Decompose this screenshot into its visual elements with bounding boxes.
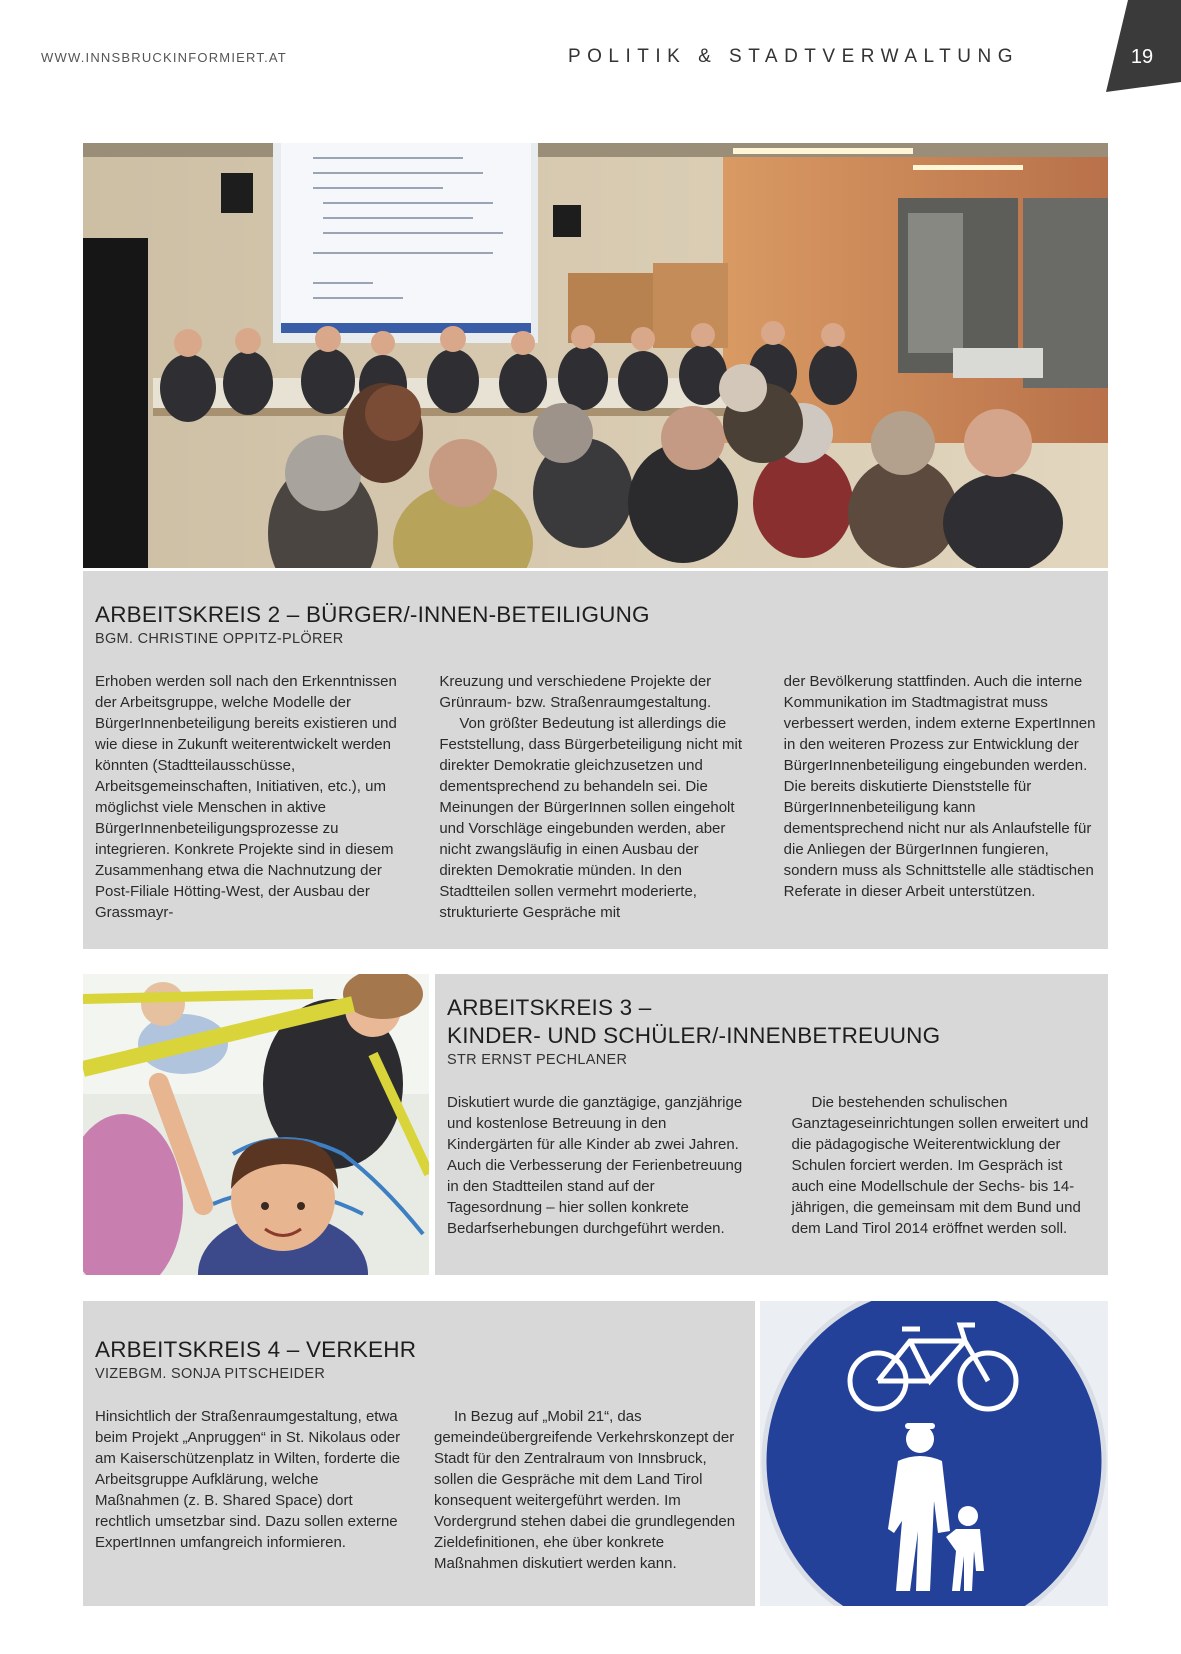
ak4-title: ARBEITSKREIS 4 – VERKEHR [95,1337,417,1362]
website-url: WWW.INNSBRUCKINFORMIERT.AT [41,50,287,65]
ak2-column-3 [784,671,1096,923]
ak2-column-1 [95,671,407,923]
ak3-paragraph: Die bestehenden schulischen Ganztageseinrichtungen sollen erweitert und die pädagogische Weiterentwicklung der Schulen forciert werden. Im Gespräch ist auch eine Modellschule der Sechs- bis 14-jährigen, die gemeinsam mit dem Bund und dem Land Tirol 2014 eröffnet werden soll. [791,1094,1089,1237]
ak2-column-2 [439,671,751,923]
ak2-paragraph: Von größter Bedeutung ist allerdings die Feststellung, dass Bürgerbeteiligung nicht mit direkter Demokratie gleichzusetzen und dementsprechend zu behandeln sei. Die Meinungen der BürgerInnen sollen eingeholt und Vorschläge eingebunden werden, aber nicht zwangsläufig in einen Ausbau der direkten Demokratie münden. In den Stadtteilen sollen vermehrt moderierte, strukturierte Gespräche mit [439,715,742,921]
ak2-paragraph: Kreuzung und verschiedene Projekte der Grünraum- bzw. Straßenraumgestaltung. [439,673,712,711]
section-title: POLITIK & STADTVERWALTUNG [567,46,1019,67]
ak2-section [83,571,1108,949]
ak2-title: ARBEITSKREIS 2 – BÜRGER/-INNEN-BETEILIGUNG [95,602,650,627]
ak2-subtitle: BGM. CHRISTINE OPPITZ-PLÖRER [95,631,344,647]
ak3-section [435,974,1108,1275]
meeting-photo [83,143,1108,568]
ak3-title-line1: ARBEITSKREIS 3 – [447,995,652,1020]
ak4-column-1 [95,1406,404,1574]
children-photo [83,974,429,1275]
ak4-section [83,1301,755,1606]
ak4-column-2 [434,1406,743,1574]
ak2-paragraph: der Bevölkerung stattfinden. Auch die interne Kommunikation im Stadtmagistrat muss verbessert werden, indem externe ExpertInnen in den weiteren Prozess zur Entwicklung der BürgerInnenbeteiligung eingebunden werden. Die bereits diskutierte Dienststelle für BürgerInnenbeteiligung kann dementsprechend nicht nur als Anlaufstelle für die Anliegen der BürgerInnen fungieren, sondern muss als Schnittstelle alle städtischen Referate in dieser Arbeit unterstützen. [783,673,1096,900]
ak3-title [447,994,1096,1050]
ak4-subtitle: VIZEBGM. SONJA PITSCHEIDER [95,1366,326,1382]
traffic-sign-photo [760,1301,1108,1606]
ak3-subtitle: STR ERNST PECHLANER [447,1052,628,1068]
ak3-title-line2: KINDER- UND SCHÜLER/-INNENBETREUUNG [447,1023,941,1048]
ak3-column-1 [447,1092,752,1239]
ak4-paragraph: Hinsichtlich der Straßenraumgestaltung, etwa beim Projekt „Anpruggen“ in St. Nikolaus oder am Kaiserschützenplatz in Wilten, forderte die Arbeitsgruppe Aufklärung, welche Maßnahmen (z. B. Shared Space) dort rechtlich umsetzbar sind. Dazu sollen externe ExpertInnen umfangreich informieren. [95,1408,401,1551]
ak2-paragraph: Erhoben werden soll nach den Erkenntnissen der Arbeitsgruppe, welche Modelle der BürgerInnenbeteiligung bereits existieren und wie diese in Zukunft weiterentwickelt werden könnten (Stadtteilausschüsse, Arbeitsgemeinschaften, Initiativen, etc.), um möglichst viele Menschen in aktive BürgerInnenbeteiligungsprozesse zu integrieren. Konkrete Projekte sind in diesem Zusammenhang etwa die Nachnutzung der Post-Filiale Hötting-West, der Ausbau der Grassmayr- [95,673,397,921]
ak3-paragraph: Diskutiert wurde die ganztägige, ganzjährige und kostenlose Betreuung in den Kindergärten für alle Kinder ab zwei Jahren. Auch die Verbesserung der Ferienbetreuung in den Stadtteilen stand auf der Tagesordnung – hier sollen konkrete Bedarfserhebungen durchgeführt werden. [447,1094,743,1237]
ak4-paragraph: In Bezug auf „Mobil 21“, das gemeindeübergreifende Verkehrskonzept der Stadt für den Zentralraum von Innsbruck, sollen die Gespräche mit dem Land Tirol konsequent weitergeführt werden. Im Vordergrund stehen dabei die grundlegenden Zieldefinitionen, ehe über konkrete Maßnahmen diskutiert werden kann. [434,1408,736,1572]
ak3-column-2 [792,1092,1097,1239]
page-number: 19 [1130,46,1154,68]
